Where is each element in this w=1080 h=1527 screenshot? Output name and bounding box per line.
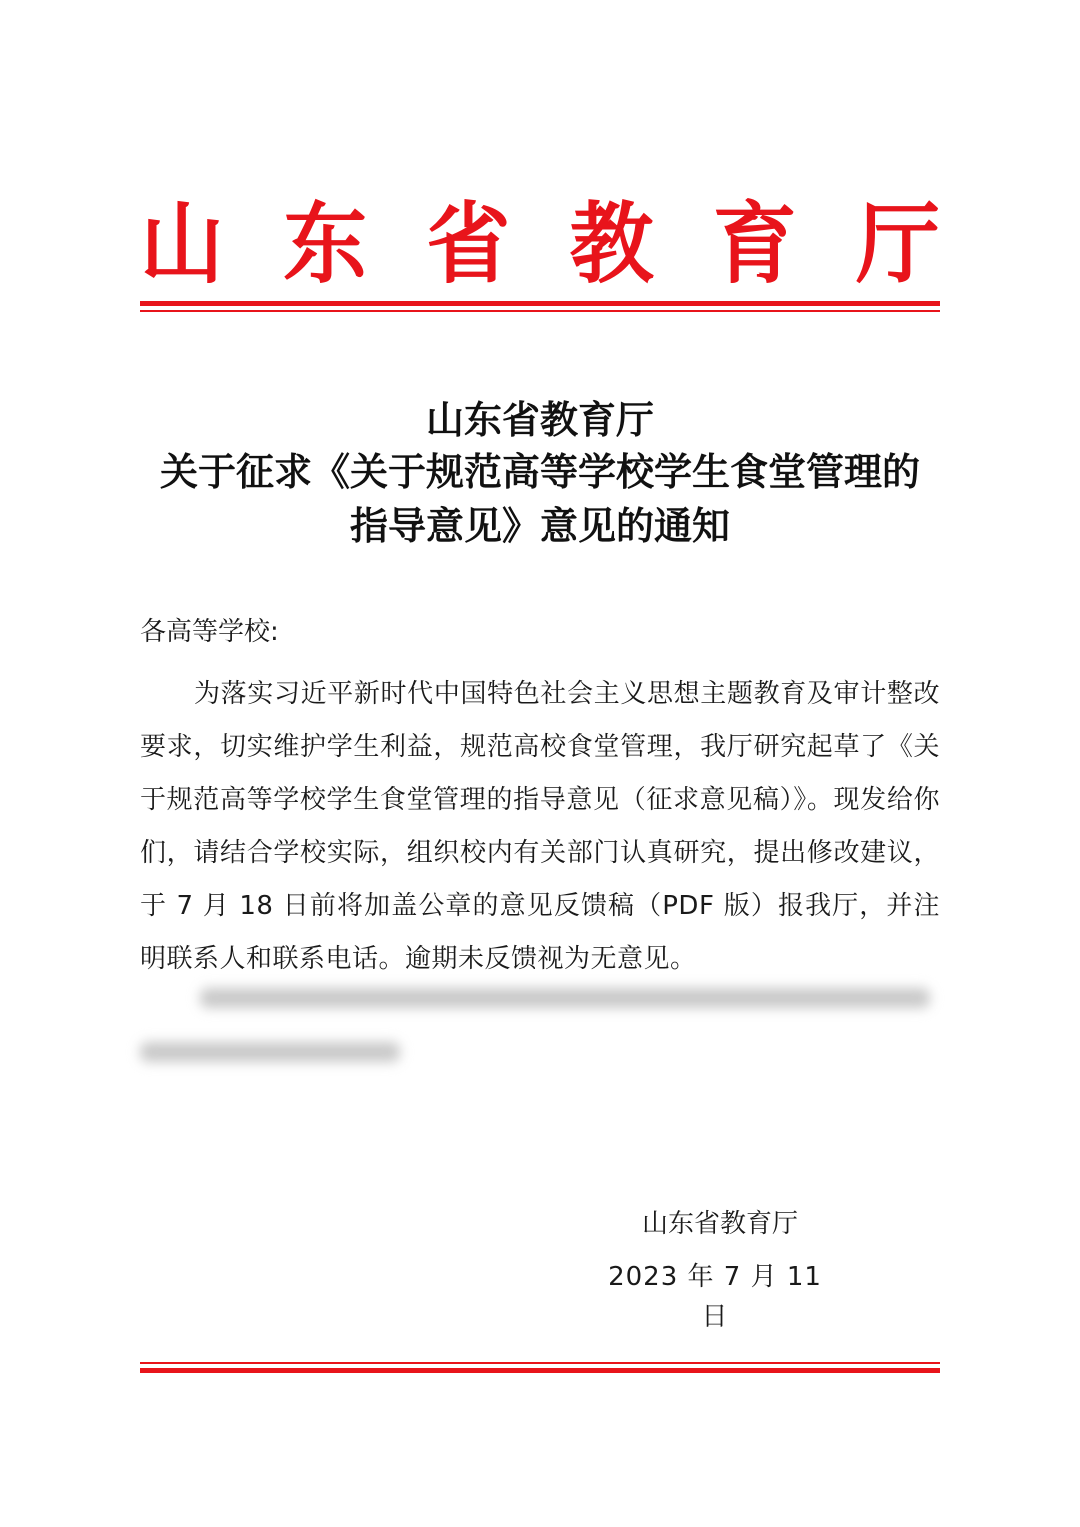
salutation: 各高等学校: [140, 617, 279, 647]
issue-date: 2023 年 7 月 11 日 [608, 1262, 822, 1332]
document-title-line-3: 指导意见》意见的通知 [349, 503, 730, 548]
letterhead-char: 山 [140, 191, 225, 296]
document-title-line-1: 山东省教育厅 [425, 397, 654, 442]
footer-divider-thick [140, 1368, 940, 1373]
header-divider-thin [140, 310, 940, 312]
issuer-name: 山东省教育厅 [641, 1209, 798, 1239]
redacted-line [200, 988, 930, 1008]
letterhead [140, 191, 940, 296]
redacted-contact-info [140, 980, 940, 1080]
header-divider [140, 301, 940, 312]
letterhead-char: 厅 [855, 191, 940, 296]
body-paragraph: 为落实习近平新时代中国特色社会主义思想主题教育及审计整改要求，切实维护学生利益，规范高校食堂管理，我厅研究起草了《关于规范高等学校学生食堂管理的指导意见（征求意见稿）》。现发给你们，请结合学校实际，组织校内有关部门认真研究，提出修改建议，于 7 月 18 日前将加盖公章的意见反馈稿（PDF 版）报我厅，并注明联系人和联系电话。逾期未反馈视为无意见。 [140, 679, 940, 974]
letterhead-char: 省 [426, 191, 511, 296]
redacted-line [140, 1042, 400, 1062]
letterhead-char: 东 [283, 191, 368, 296]
document-title-line-2: 关于征求《关于规范高等学校学生食堂管理的 [159, 449, 920, 494]
letterhead-char: 育 [712, 191, 797, 296]
letterhead-char: 教 [569, 191, 654, 296]
footer-divider [140, 1362, 940, 1373]
